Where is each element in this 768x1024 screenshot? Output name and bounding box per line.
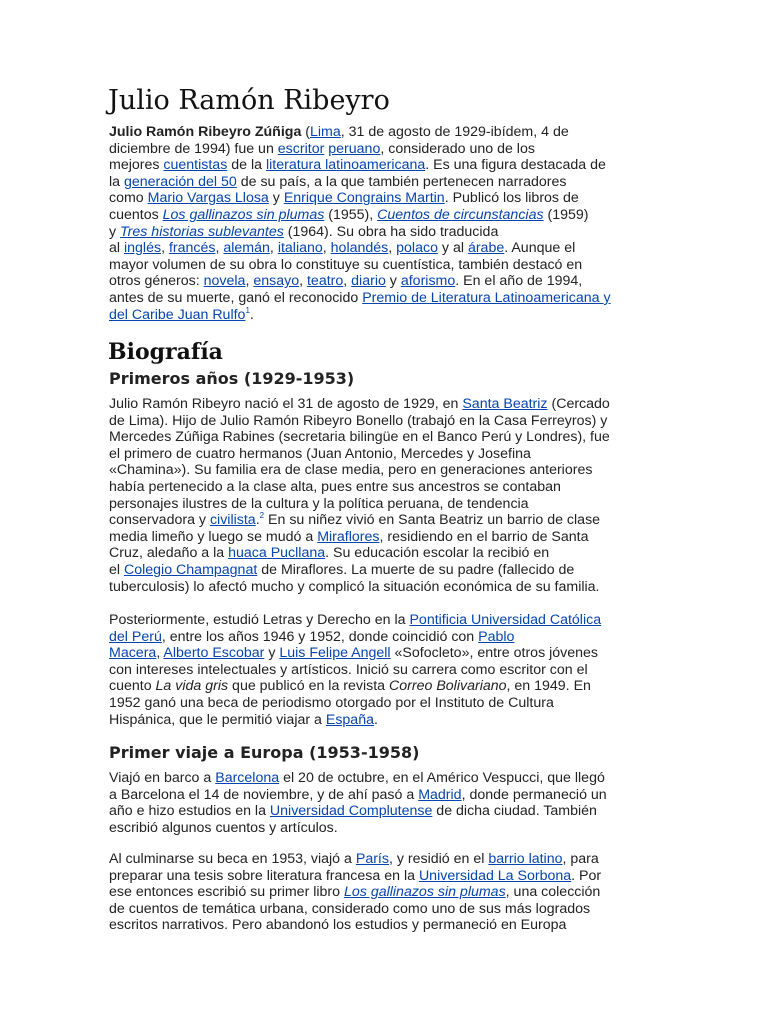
link-alberto-escobar[interactable]: Alberto Escobar bbox=[163, 645, 265, 662]
link-novela[interactable]: novela bbox=[203, 273, 246, 290]
link-barcelona[interactable]: Barcelona bbox=[215, 770, 280, 786]
text-line: con intereses intelectuales y artísticos. Inició su carrera como escritor con el bbox=[109, 661, 588, 678]
text-line: mayor volumen de su obra lo constituye su cuentística, también destacó en bbox=[109, 256, 583, 273]
text-line: al inglés, francés, alemán, italiano, holandés, polaco y al árabe. Aunque el bbox=[109, 240, 576, 257]
text-line: media limeño y luego se mudó a Miraflores, residiendo en el barrio de Santa bbox=[109, 528, 589, 545]
link-italiano[interactable]: italiano bbox=[277, 240, 323, 257]
link-aforismo[interactable]: aforismo bbox=[400, 273, 456, 290]
text-line: antes de su muerte, ganó el reconocido Premio de Literatura Latinoamericana y bbox=[109, 289, 611, 306]
link-holandes[interactable]: holandés bbox=[330, 240, 389, 257]
link-los-gallinazos-sin-plumas[interactable]: Los gallinazos sin plumas bbox=[162, 206, 325, 223]
link-barrio-latino[interactable]: barrio latino bbox=[488, 851, 563, 867]
link-generacion-del-50[interactable]: generación del 50 bbox=[123, 173, 237, 190]
link-tres-historias-sublevantes[interactable]: Tres historias sublevantes bbox=[120, 223, 284, 240]
text-line: de cuentos de temática urbana, considerado como uno de sus más logrados bbox=[109, 900, 591, 917]
text-line: otros géneros: novela, ensayo, teatro, diario y aforismo. En el año de 1994, bbox=[109, 273, 583, 290]
text-line: del Caribe Juan Rulfo$^1$. bbox=[109, 305, 254, 323]
text-line: Hispánica, que le permitió viajar a España. bbox=[109, 711, 378, 728]
text-line: Julio Ramón Ribeyro Zúñiga (Lima, 31 de agosto de 1929-ibídem, 4 de bbox=[109, 124, 569, 140]
link-pucp-cont[interactable]: del Perú bbox=[109, 628, 162, 645]
link-ensayo[interactable]: ensayo bbox=[253, 273, 300, 290]
text-line: del Perú, entre los años 1946 y 1952, donde coincidió con Pablo bbox=[109, 628, 515, 645]
text-line: ese entonces escribió su primer libro Los gallinazos sin plumas, una colección bbox=[109, 884, 601, 901]
link-miraflores[interactable]: Miraflores bbox=[317, 528, 380, 545]
text-line: a Barcelona el 14 de noviembre, y de ahí pasó a Madrid, donde permaneció un bbox=[109, 786, 607, 803]
link-aleman[interactable]: alemán bbox=[223, 240, 270, 257]
link-escritor[interactable]: escritor bbox=[277, 140, 325, 157]
text-line: «Chamina»). Su familia era de clase media, pero en generaciones anteriores bbox=[109, 462, 593, 479]
text-line: cuento La vida gris que publicó en la revista Correo Bolivariano, en 1949. En bbox=[109, 678, 591, 695]
paragraph-viaje-1 bbox=[109, 770, 669, 836]
text-line: escritos narrativos. Pero abandonó los estudios y permaneció en Europa bbox=[109, 917, 567, 934]
page-title: Julio Ramón Ribeyro bbox=[108, 85, 390, 116]
link-santa-beatriz[interactable]: Santa Beatriz bbox=[462, 396, 548, 412]
subsection-heading-primer-viaje: Primer viaje a Europa (1953-1958) bbox=[109, 743, 420, 762]
text-line: de Lima). Hijo de Julio Ramón Ribeyro Bonello (trabajó en la Casa Ferreyros) y bbox=[109, 412, 608, 429]
paragraph-viaje-2 bbox=[109, 851, 669, 934]
link-pablo-macera[interactable]: Pablo bbox=[478, 628, 515, 645]
text-line: tuberculosis) lo afectó mucho y complicó la situación económica de su familia. bbox=[109, 578, 600, 595]
link-ingles[interactable]: inglés bbox=[123, 240, 162, 257]
link-literatura-latinoamericana[interactable]: literatura latinoamericana bbox=[265, 157, 426, 174]
text-line: Mercedes Zúñiga Rabines (secretaria bilingüe en el Banco Perú y Londres), fue bbox=[109, 429, 610, 446]
text-line: el Colegio Champagnat de Miraflores. La muerte de su padre (fallecido de bbox=[109, 561, 575, 578]
link-peruano[interactable]: peruano bbox=[328, 140, 381, 157]
intro-paragraph bbox=[109, 124, 669, 323]
link-universidad-la-sorbona[interactable]: Universidad La Sorbona bbox=[418, 867, 572, 884]
link-pablo-macera-cont[interactable]: Macera bbox=[109, 645, 157, 662]
text-line: Posteriormente, estudió Letras y Derecho en la Pontificia Universidad Católica bbox=[109, 612, 602, 628]
link-espana[interactable]: España bbox=[325, 711, 374, 728]
link-polaco[interactable]: polaco bbox=[396, 240, 438, 257]
text-line: cuentos Los gallinazos sin plumas (1955), Cuentos de circunstancias (1959) bbox=[109, 206, 589, 223]
text-line: diciembre de 1994) fue un escritor peruano, considerado uno de los bbox=[109, 140, 535, 157]
section-heading-biografia: Biografía bbox=[108, 339, 223, 365]
text-line: la generación del 50 de su país, a la que también pertenecen narradores bbox=[109, 173, 567, 190]
link-mario-vargas-llosa[interactable]: Mario Vargas Llosa bbox=[147, 190, 269, 207]
text-line: como Mario Vargas Llosa y Enrique Congrains Martin. Publicó los libros de bbox=[109, 190, 579, 207]
link-civilista[interactable]: civilista bbox=[209, 512, 256, 529]
link-pucp[interactable]: Pontificia Universidad Católica bbox=[409, 612, 602, 628]
link-enrique-congrains-martin[interactable]: Enrique Congrains Martin bbox=[283, 190, 445, 207]
text-line: Julio Ramón Ribeyro nació el 31 de agosto de 1929, en Santa Beatriz (Cercado bbox=[109, 396, 610, 412]
link-cuentos-de-circunstancias[interactable]: Cuentos de circunstancias bbox=[377, 206, 544, 223]
link-luis-felipe-angell[interactable]: Luis Felipe Angell bbox=[279, 645, 391, 662]
text-line: 1952 ganó una beca de periodismo otorgado por el Instituto de Cultura bbox=[109, 694, 554, 711]
link-huaca-pucllana[interactable]: huaca Pucllana bbox=[228, 545, 326, 562]
paragraph-primeros-anos-1 bbox=[109, 396, 669, 595]
text-line: preparar una tesis sobre literatura francesa en la Universidad La Sorbona. Por bbox=[109, 867, 602, 884]
link-colegio-champagnat[interactable]: Colegio Champagnat bbox=[123, 561, 258, 578]
link-paris[interactable]: París bbox=[355, 851, 389, 867]
link-cuentistas[interactable]: cuentistas bbox=[163, 157, 228, 174]
text-line: mejores cuentistas de la literatura latinoamericana. Es una figura destacada de bbox=[109, 157, 606, 174]
text-line: Cruz, aledaño a la huaca Pucllana. Su educación escolar la recibió en bbox=[109, 545, 550, 562]
footnote-ref[interactable]: 1 bbox=[245, 305, 250, 315]
text-line: había pertenecido a la clase alta, pues entre sus ancestros se contaban bbox=[109, 478, 561, 495]
text-line: año e hizo estudios en la Universidad Complutense de dicha ciudad. También bbox=[109, 803, 597, 820]
text-line: el primero de cuatro hermanos (Juan Antonio, Mercedes y Josefina bbox=[109, 445, 531, 462]
link-universidad-complutense[interactable]: Universidad Complutense bbox=[269, 803, 433, 820]
link-madrid[interactable]: Madrid bbox=[418, 786, 462, 803]
text-line: conservadora y civilista.$^2$ En su niñez vivió en Santa Beatriz un barrio de clase bbox=[109, 511, 601, 529]
footnote-ref[interactable]: 2 bbox=[259, 511, 265, 521]
text-line: Macera, Alberto Escobar y Luis Felipe Angell «Sofocleto», entre otros jóvenes bbox=[109, 645, 599, 662]
subsection-heading-primeros-anos: Primeros años (1929-1953) bbox=[109, 369, 355, 388]
text-line: escribió algunos cuentos y artículos. bbox=[109, 819, 338, 836]
link-frances[interactable]: francés bbox=[168, 240, 216, 257]
link-diario[interactable]: diario bbox=[351, 273, 386, 290]
link-lima[interactable]: Lima bbox=[310, 124, 341, 140]
link-premio-juan-rulfo[interactable]: Premio de Literatura Latinoamericana y bbox=[362, 289, 611, 306]
link-arabe[interactable]: árabe bbox=[467, 240, 505, 257]
link-teatro[interactable]: teatro bbox=[306, 273, 344, 290]
text-line: personajes ilustres de la cultura y la política peruana, de tendencia bbox=[109, 495, 529, 512]
bold-name: Julio Ramón Ribeyro Zúñiga bbox=[109, 124, 302, 140]
paragraph-primeros-anos-2 bbox=[109, 612, 669, 728]
text-line: Al culminarse su beca en 1953, viajó a París, y residió en el barrio latino, para bbox=[109, 851, 599, 867]
text-line: y Tres historias sublevantes (1964). Su obra ha sido traducida bbox=[109, 223, 499, 240]
text-line: Viajó en barco a Barcelona el 20 de octubre, en el Américo Vespucci, que llegó bbox=[109, 770, 605, 786]
link-los-gallinazos-sin-plumas-2[interactable]: Los gallinazos sin plumas bbox=[344, 884, 506, 901]
link-premio-juan-rulfo-cont[interactable]: del Caribe Juan Rulfo bbox=[109, 306, 246, 323]
